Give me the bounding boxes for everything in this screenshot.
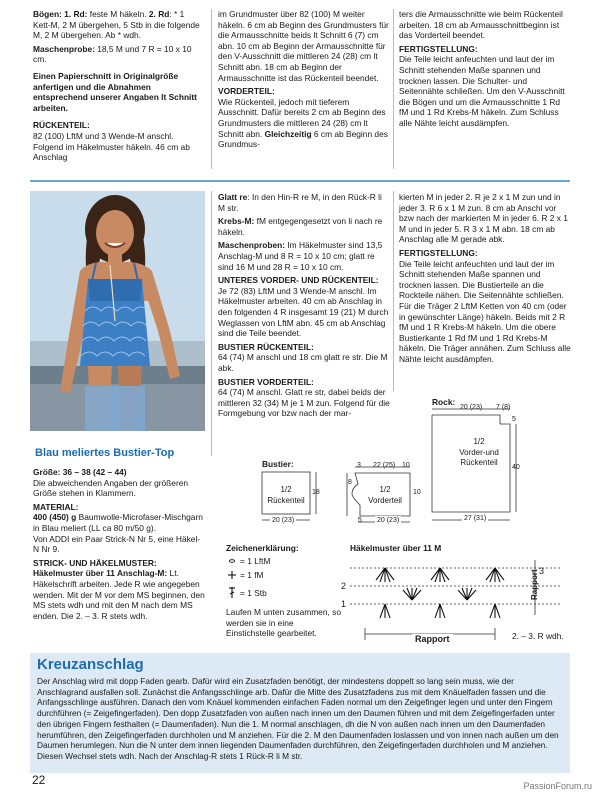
front-left-height: 8 <box>348 479 352 486</box>
heading-bustier-front: BUSTIER VORDERTEIL: <box>218 376 314 387</box>
bold-paragraph: Einen Papierschnitt in Originalgröße anfertigen und die Abnahmen entsprechend unserer Angaben lt Schnitt arbeiten. <box>33 70 197 113</box>
heading-pattern: STRICK- UND HÄKELMUSTER: <box>33 557 157 568</box>
chart-row-label: 1 <box>341 599 347 609</box>
bold-label: Gleichzeitig <box>264 128 312 139</box>
back-bottom: 20 (23) <box>270 516 296 527</box>
rock-height: 40 <box>512 464 520 471</box>
paragraph: 82 (100) LftM und 3 Wende-M anschl. Folgend im Häkelmuster häkeln. 46 cm ab Anschlag <box>33 130 190 163</box>
legend-item-chain: = 1 LftM <box>240 556 271 566</box>
bold-label: Krebs-M: <box>218 216 255 227</box>
text: Vorder-und <box>459 447 499 457</box>
heading-vorderteil: VORDERTEIL: <box>218 86 275 97</box>
chart-row-label: 2 <box>341 581 347 591</box>
paragraph: Je 72 (83) LftM und 3 Wende-M anschl. Im Häkelmuster arbeiten. 40 cm ab Anschlag in den folgenden 4 R insgesamt 19 (21) M durch Weglassen von LftM abn. 45 cm ab Anschlag sind die Teile beendet. <box>218 285 389 339</box>
chart-row-label: 3 <box>539 566 545 576</box>
kreuzanschlag-box <box>30 653 570 773</box>
front-label <box>363 485 407 506</box>
text: fM entgegengesetzt von li nach re häkeln. <box>218 216 383 237</box>
legend-title: Zeichenerklärung: <box>226 543 299 553</box>
rock-side-small: 5 <box>512 416 516 423</box>
kreuzanschlag-title: Kreuzanschlag <box>37 656 144 673</box>
text: 1/2 <box>280 485 292 494</box>
rock-notch: 7 (8) <box>496 404 511 411</box>
paragraph: ters die Armausschnitte wie beim Rückenteil arbeiten. 18 cm ab Armausschnittbeginn ist das Vorderteil beendet. <box>399 9 563 41</box>
bold-label: Glatt re <box>218 192 248 202</box>
text: : In den Hin-R re M, in den Rück-R li M str. <box>218 192 382 213</box>
legend-symbols <box>228 560 236 598</box>
paragraph: 64 (74) M anschl. Glatt re str, dabei beids der mittleren 32 (34) M je 1 M zun. Folgend für die Formgebung vor bzw nach der mar- <box>218 387 390 419</box>
crochet-stitch-symbols <box>376 568 504 618</box>
text: Vorderteil <box>368 495 402 505</box>
text: 6 cm ab Beginn des Grundmus- <box>218 128 388 150</box>
front-top: 22 (25) <box>373 462 396 469</box>
heading-rueckenteil: RÜCKENTEIL: <box>33 120 90 131</box>
chart-rapport: Rapport <box>412 634 453 645</box>
bold-label: 2. Rd <box>148 9 170 19</box>
bustier-label: Bustier: <box>262 459 294 469</box>
kreuzanschlag-text: Der Anschlag wird mit dopp Faden gearb. Dafür wird ein Zusatzfaden benötigt, der mindestens doppelt so lang sein muss, wie der Anschlagrand ausfallen soll. Zunächst die Anfangsschlinge arb. Dafür die Mitte des Zusatzfadens zus mit dem Knäuelfaden fassen und die Anfangsschlinge ausführen. Danach den vom Knäuel kommenden einfachen Faden normal um den Zeigefinger legen und unter den Fingern durchführen (= Zeigefingerfaden). Den dopp Zusatzfaden von außen nach innen um den Daumen führen und mit dem Zeigefingerfaden unter den übrigen Fingern festhalten (= Daumenfaden). Nun die 1. M normal anschlagen, dh die N von außen nach innen um den Daumenfaden herumführen, den Zeigefingerfaden durchholen und M anziehen. Für die 2. M den Daumenfaden loslassen und von innen nach außen um den Daumen herumlegen. Nun die N unter dem innen liegenden Daumenfaden durchführen, den Zeigefingerfaden durchholen und M anziehen. Diesen Wechsel stets wdh. Nach der Anschlag-R stets 1 Rück-R li M str. <box>37 676 559 761</box>
paragraph: Die Teile leicht anfeuchten und laut der im Schnitt stehenden Maße spannen und trocknen lassen. Die Bustierteile an die Rockteile nähen. Die Seitennähte schließen. Für die Träger 2 LftM Ketten von 40 cm (oder in gewünschter Länge) häkeln. Beids mit 2 R fM und 1 R Krebs-M häkeln. Um die obere Bustierkante 1 Rd fM und 1 Rd Krebs-M häkeln. Die Träger annähen. Zum Schluss alle Nähte leicht ausdämpfen. <box>399 258 571 364</box>
size-heading: Größe: 36 – 38 (42 – 44) <box>33 467 127 477</box>
rock-label: Rock: <box>432 397 456 407</box>
chart-repeat-note: 2. – 3. R wdh. <box>512 631 564 641</box>
paragraph: Von ADDI ein Paar Strick-N Nr 5, eine Häkel-N Nr 9. <box>33 533 201 555</box>
paragraph: im Grundmuster über 82 (100) M weiter häkeln. 6 cm ab Beginn des Grundmusters für die Armausschnitte beids lt Schnitt 6 (7) cm abn. 10 cm ab Beginn der Armausschnitte für den V-Ausschnitt die mittleren 24 (28) cm lt Schnitt abn. 18 cm ab Beginn der Armausschnitte ist das Rückenteil beendet. <box>218 9 389 83</box>
text: feste M häkeln. <box>87 9 149 19</box>
paragraph: 64 (74) M anschl und 18 cm glatt re str. Die M abk. <box>218 352 388 373</box>
text: : * 1 Kett-M, 2 M übergehen, 5 Stb in die folgende M, 2 M übergehen. Ab * wdh. <box>33 9 200 41</box>
text: 1/2 <box>473 437 485 446</box>
rock-center-label <box>455 437 503 469</box>
paragraph: Die Teile leicht anfeuchten und laut der im Schnitt stehenden Maße spannen und trocknen lassen. Die Schulter- und Seitennähte schließen. Um den V-Ausschnitt die Bögen und um die Armausschnitte 1 Rd fM und 1 Rd Krebs-M häkeln. Zum Schluss alle Nähte leicht ausdämpfen. <box>399 54 565 128</box>
text: Im Häkelmuster sind 13,5 Anschlag-M und 8 R = 10 x 10 cm; glatt re sind 16 M und 28 R = 10 x 10 cm. <box>218 240 383 272</box>
heading-material: MATERIAL: <box>33 501 79 512</box>
heading-lower-parts: UNTERES VORDER- UND RÜCKENTEIL: <box>218 275 379 286</box>
paragraph: Die abweichenden Angaben der größeren Größe stehen in Klammern. <box>33 477 189 499</box>
bold-label: 400 (450) g <box>33 512 77 523</box>
page-number: 22 <box>32 773 46 787</box>
bold-label: Häkelmuster über 11 Anschlag-M: <box>33 568 168 579</box>
text: Rückenteil <box>460 458 498 468</box>
text: Baumwolle-Microfaser-Mischgarn in Blau meliert (LL ca 80 m/50 g). <box>33 512 203 533</box>
front-bottom: 20 (23) <box>375 516 401 527</box>
front-m2: 10 <box>402 462 410 469</box>
text: 1/2 <box>379 485 391 494</box>
back-height: 18 <box>312 489 320 496</box>
bold-label: Maschenprobe: <box>33 43 95 54</box>
bold-label: Maschenproben: <box>218 240 286 251</box>
heading-fertigstellung: FERTIGSTELLUNG: <box>399 247 478 258</box>
back-label <box>262 485 310 506</box>
front-m3: 5 <box>358 517 362 524</box>
legend-item-sc: = 1 fM <box>240 570 264 580</box>
legend-note: Laufen M unten zusammen, so werden sie in eine Einstichstelle gearbeitet. <box>226 607 341 639</box>
chart-rapport-vertical: Rapport <box>530 569 539 600</box>
paragraph: kierten M in jeder 2. R je 2 x 1 M zun und in jeder 3. R 6 x 1 M zun. 8 cm ab Anschl vor bzw nach der markierten M in jeder 6. R 2 x 1 M und in jeder 5. R 3 x 1 M abn. 18 cm ab Anschlag alle M gerade abk. <box>399 192 568 245</box>
legend-item-dc: = 1 Stb <box>240 588 267 598</box>
text: Wie Rückenteil, jedoch mit tieferem Ausschnitt. Dafür bereits 2 cm ab Beginn des Grundmusters die mittleren 24 (28) cm lt Schnitt abn. <box>218 96 386 139</box>
photo-caption: Blau meliertes Bustier-Top <box>35 447 175 459</box>
heading-bustier-back: BUSTIER RÜCKENTEIL: <box>218 341 314 352</box>
rock-bottom-width: 27 (31) <box>462 514 488 525</box>
rock-top-width: 20 (23) <box>460 404 483 411</box>
text: Lt. Häkelschrift arbeiten. Jede R wie angegeben wenden. Mit der M vor dem MS beginnen, den MS stets wdh und mit den M nach dem MS enden. Die 2. – 3. R stets wdh. <box>33 568 205 621</box>
chart-title: Häkelmuster über 11 M <box>350 543 442 553</box>
front-m1: 3 <box>357 462 361 469</box>
heading-fertigstellung: FERTIGSTELLUNG: <box>399 43 478 54</box>
text: Rückenteil <box>267 495 305 505</box>
front-right-height: 10 <box>413 489 421 496</box>
watermark: PassionForum.ru <box>523 781 592 791</box>
text: 18,5 M und 7 R = 10 x 10 cm. <box>33 43 192 65</box>
bold-label: Bögen: 1. Rd: <box>33 9 88 19</box>
